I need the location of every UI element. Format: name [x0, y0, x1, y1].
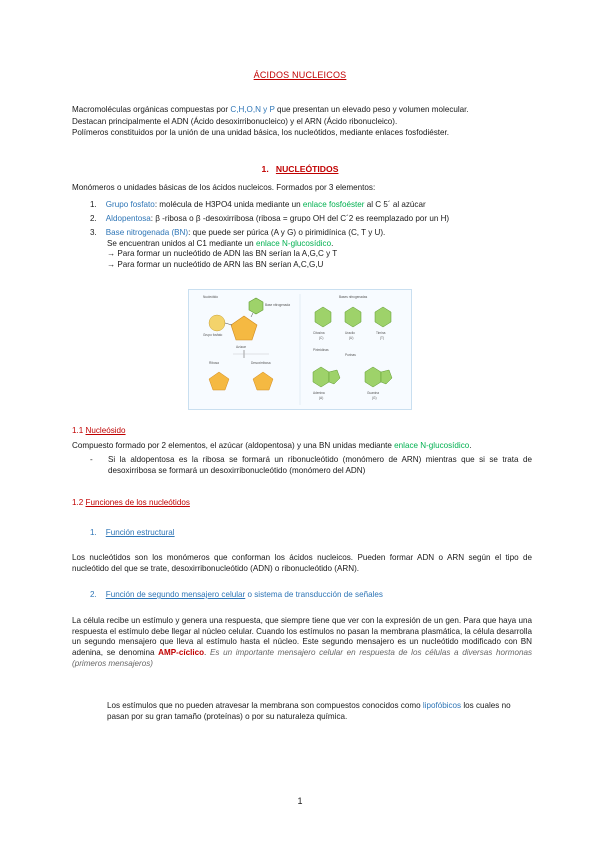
section-1-heading: 1. NUCLEÓTIDOS — [261, 164, 339, 174]
enlace-n-glucosidico-term-2: enlace N-glucosídico — [394, 441, 470, 450]
arrow-line-adn: → Para formar un nucleótido de ADN las BN serían la A,G,C y T — [107, 249, 338, 259]
function-1-text: Los nucleótidos son los monómeros que conforman los ácidos nucleicos. Pueden formar ADN o ARN según el tipo de nucleótido del que se trate, desoxirribonucleótido (ADN) o ribonucleótido (ARN). — [72, 553, 532, 573]
bullet-mark: - — [90, 455, 93, 464]
base-letter-1: (U) — [349, 336, 354, 340]
nucleotide-figure — [188, 289, 412, 410]
phosphate-shape — [209, 315, 225, 331]
elements-text: C,H,O,N y P — [230, 105, 275, 114]
base-name-4: Guanina — [367, 391, 380, 395]
intro-line-2: Destacan principalmente el ADN (Ácido desoxirribonucleico) y el ARN (Ácido ribonucleico). — [72, 116, 398, 126]
base-letter-4: (G) — [372, 396, 377, 400]
base-name-1: Uracilo — [345, 331, 355, 335]
function-2-heading: 2. Función de segundo mensajero celular o sistema de transducción de señales — [90, 590, 383, 599]
base-name-3: Adenina — [313, 391, 325, 395]
figure-label-phosphate: Grupo fosfato — [203, 333, 223, 337]
figure-label-ribose: Ribosa — [209, 361, 219, 365]
arrow-line-arn: → Para formar un nucleótido de ARN las BN serían A,C,G,U — [107, 260, 324, 270]
subsection-1-2-heading: 1.2 Funciones de los nucleótidos — [72, 498, 190, 507]
section-1-intro: Monómeros o unidades básicas de los ácidos nucleicos. Formados por 3 elementos: — [72, 183, 376, 192]
figure-label-sugar: Azúcar — [236, 345, 246, 349]
indented-note: Los estímulos que no pueden atravesar la membrana son compuestos conocidos como lipofóbicos los cuales no pasan por su gran tamaño (proteínas) o por su naturaleza química. — [107, 701, 511, 721]
figure-label-purines: Purinas — [345, 353, 356, 357]
intro-line-1: Macromoléculas orgánicas compuestas por C,H,O,N y P que presentan un elevado peso y volumen molecular. — [72, 105, 469, 114]
base-letter-2: (T) — [380, 336, 385, 340]
base-name-0: Citosina — [313, 331, 325, 335]
amp-ciclico-term: AMP-cíclico — [158, 648, 205, 658]
nucleotide-diagram — [189, 290, 411, 409]
list-item-aldopentose: 2. Aldopentosa: β -ribosa o β -desoxirribosa (ribosa = grupo OH del C´2 es reemplazado por un H) — [90, 214, 450, 223]
subsection-1-1-bullet: Si la aldopentosa es la ribosa se formará un ribonucleótido (monómero de ARN) mientras que si se trata de desoxirribosa se formará un desoxirribonucleótido (monómero del ADN) — [108, 455, 532, 475]
page-title: ÁCIDOS NUCLEICOS — [253, 70, 347, 80]
figure-label-nucleotide: Nucleótido — [203, 295, 219, 299]
base-name-2: Timina — [376, 331, 386, 335]
base-letter-0: (C) — [319, 336, 324, 340]
lipofobicos-term: lipofóbicos — [422, 701, 462, 710]
enlace-n-glucosidico-term: enlace N-glucosídico — [255, 238, 332, 248]
intro-line-3: Polímeros constituidos por la unión de una unidad básica, los nucleótidos, mediante enlaces fosfodiéster. — [72, 128, 450, 138]
figure-label-deoxyribose: Desoxirribosa — [251, 361, 271, 365]
intro-paragraph — [72, 105, 532, 139]
enlace-fosfoester-term: enlace fosfoéster — [302, 200, 365, 209]
base-letter-3: (A) — [319, 396, 324, 400]
list-item-nitrogen-base: 3. Base nitrogenada (BN): que puede ser púrica (A y G) o pirimidínica (C, T y U). Se encuentran unidos al C1 mediante un enlace N-glucosídico. → Para formar un nucleótido de ADN las BN serían la A,G,C y T → Para formar un nucleótido de ARN las BN serían A,C,G,U — [90, 228, 530, 271]
figure-label-bases: Bases nitrogenadas — [339, 295, 368, 299]
subsection-1-1-heading: 1.1 Nucleósido — [72, 426, 126, 435]
list-item-phosphate: 1. Grupo fosfato: molécula de H3PO4 unida mediante un enlace fosfoéster al C 5´ al azúcar — [90, 200, 426, 209]
function-2-text: La célula recibe un estímulo y genera una respuesta, que siempre tiene que ver con la expresión de un gen. Para que haya una respuesta el estímulo debe llegar al núcleo celular. Cuando los estímulos no pasan la membrana plasmática, la célula desarrolla un segundo mensajero que lleva al estímulo hasta el núcleo. Este segundo mensajero es un nucleótido modificado con BN adenina, se denomina AMP-cíclico. Es un importante mensajero celular en respuesta de los células a diversas hormonas (primeros mensajeros) — [72, 616, 532, 668]
function-1-heading: 1. Función estructural — [90, 528, 175, 537]
figure-label-base: Base nitrogenada — [265, 303, 290, 307]
figure-label-pyrimidines: Pirimidinas — [313, 348, 329, 352]
subsection-1-1-text: Compuesto formado por 2 elementos, el azúcar (aldopentosa) y una BN unidas mediante enlace N-glucosídico. — [72, 441, 472, 450]
page-number: 1 — [297, 796, 303, 806]
